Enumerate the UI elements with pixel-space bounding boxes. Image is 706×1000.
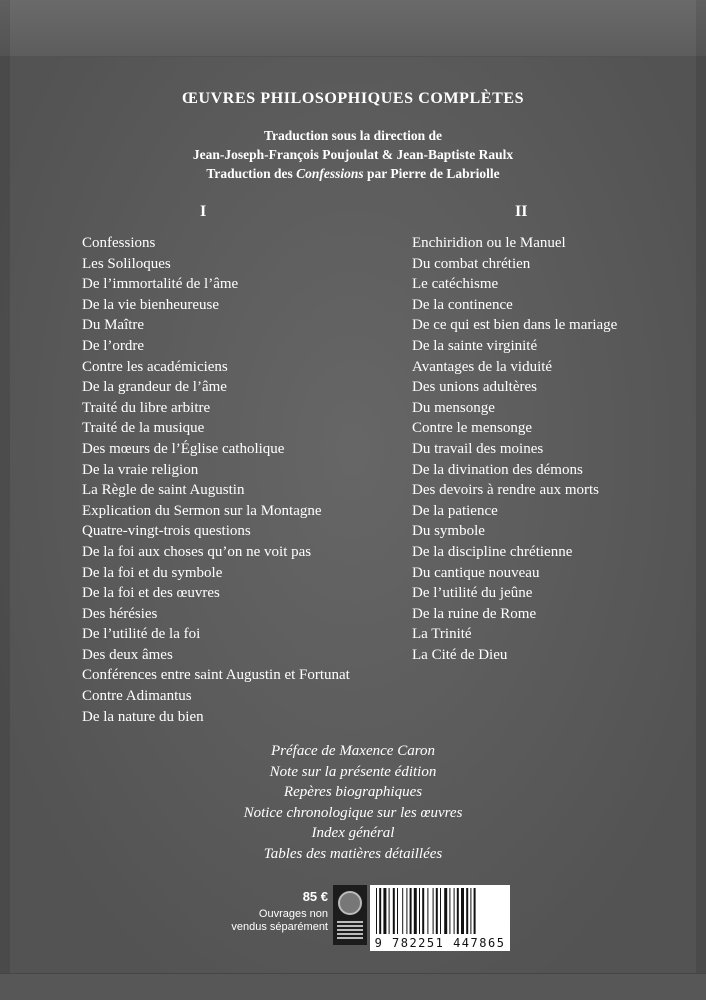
- list-item: De la continence: [412, 296, 513, 313]
- list-item: Des mœurs de l’Église catholique: [82, 440, 285, 457]
- list-item: De la nature du bien: [82, 708, 204, 725]
- volume-2-contents: [412, 233, 617, 665]
- sale-note-line-2: vendus séparément: [231, 921, 328, 933]
- list-item: De la vraie religion: [82, 461, 199, 478]
- list-item: Du Maître: [82, 317, 145, 334]
- credit-line-1: Traduction sous la direction de: [263, 128, 443, 143]
- volume-1-heading: I: [200, 203, 207, 220]
- publisher-logo-icon: [333, 885, 367, 945]
- credit-line-3-suffix: par Pierre de Labriolle: [367, 166, 500, 181]
- cover-top-flap: [0, 0, 706, 57]
- list-item: Tables des matières détaillées: [263, 845, 443, 862]
- list-item: Du combat chrétien: [412, 255, 531, 272]
- list-item: De la grandeur de l’âme: [82, 379, 227, 396]
- list-item: De la sainte virginité: [412, 337, 538, 354]
- list-item: Explication du Sermon sur la Montagne: [82, 502, 322, 519]
- sale-note: [208, 908, 328, 934]
- list-item: Préface de Maxence Caron: [271, 743, 435, 759]
- list-item: De la foi et du symbole: [82, 564, 223, 581]
- list-item: Des devoirs à rendre aux morts: [412, 482, 600, 499]
- list-item: Les Soliloques: [82, 255, 171, 272]
- list-item: De ce qui est bien dans le mariage: [412, 317, 618, 334]
- price-label: 85 €: [302, 889, 328, 904]
- list-item: Du cantique nouveau: [412, 564, 540, 581]
- list-item: La Cité de Dieu: [412, 646, 508, 663]
- barcode-bars-icon: [376, 888, 504, 934]
- list-item: De la divination des démons: [412, 461, 583, 478]
- list-item: Notice chronologique sur les œuvres: [243, 804, 463, 821]
- translation-credits: [0, 126, 706, 183]
- list-item: Contre Adimantus: [82, 688, 192, 705]
- list-item: La Règle de saint Augustin: [82, 482, 245, 499]
- list-item: Quatre-vingt-trois questions: [82, 523, 251, 540]
- list-item: Enchiridion ou le Manuel: [412, 235, 566, 251]
- list-item: Note sur la présente édition: [269, 763, 437, 780]
- list-item: Du symbole: [412, 523, 485, 540]
- list-item: Repères biographiques: [283, 784, 423, 800]
- isbn-number: 9 782251 447865: [374, 936, 506, 950]
- list-item: Le catéchisme: [412, 276, 499, 293]
- list-item: De l’utilité du jeûne: [412, 585, 533, 602]
- list-item: Du travail des moines: [412, 440, 544, 457]
- list-item: La Trinité: [412, 626, 472, 643]
- list-item: De la discipline chrétienne: [412, 543, 573, 560]
- collection-title: ŒUVRES PHILOSOPHIQUES COMPLÈTES: [181, 90, 525, 107]
- list-item: Contre les académiciens: [82, 358, 228, 375]
- list-item: Index général: [311, 825, 395, 841]
- list-item: De l’ordre: [82, 337, 145, 354]
- list-item: Avantages de la viduité: [412, 358, 553, 375]
- list-item: Confessions: [82, 235, 156, 251]
- list-item: De la ruine de Rome: [412, 605, 537, 622]
- credit-line-3-prefix: Traduction des: [206, 166, 293, 181]
- supplementary-contents: [0, 741, 706, 864]
- list-item: De la vie bienheureuse: [82, 296, 220, 313]
- list-item: De la foi et des œuvres: [82, 585, 220, 602]
- list-item: Conférences entre saint Augustin et Fortunat: [82, 667, 350, 684]
- list-item: Des hérésies: [82, 605, 158, 622]
- list-item: Des unions adultères: [412, 379, 537, 396]
- list-item: De l’immortalité de l’âme: [82, 276, 239, 293]
- barcode: [370, 885, 510, 951]
- list-item: Des deux âmes: [82, 646, 173, 663]
- list-item: Contre le mensonge: [412, 420, 532, 437]
- sale-note-line-1: Ouvrages non: [258, 908, 328, 920]
- volume-2-heading: II: [515, 203, 528, 220]
- cover-bottom-flap: [0, 973, 706, 1000]
- credit-line-3-work: Confessions: [296, 166, 364, 181]
- list-item: Traité du libre arbitre: [82, 399, 211, 416]
- list-item: Traité de la musique: [82, 420, 205, 437]
- credit-line-3: [0, 164, 706, 183]
- credit-line-2: Jean-Joseph-François Poujoulat & Jean-Baptiste Raulx: [192, 147, 514, 162]
- volume-1-contents: [82, 233, 350, 727]
- list-item: De la foi aux choses qu’on ne voit pas: [82, 543, 312, 560]
- list-item: De l’utilité de la foi: [82, 626, 201, 643]
- list-item: De la patience: [412, 502, 498, 519]
- list-item: Du mensonge: [412, 399, 495, 416]
